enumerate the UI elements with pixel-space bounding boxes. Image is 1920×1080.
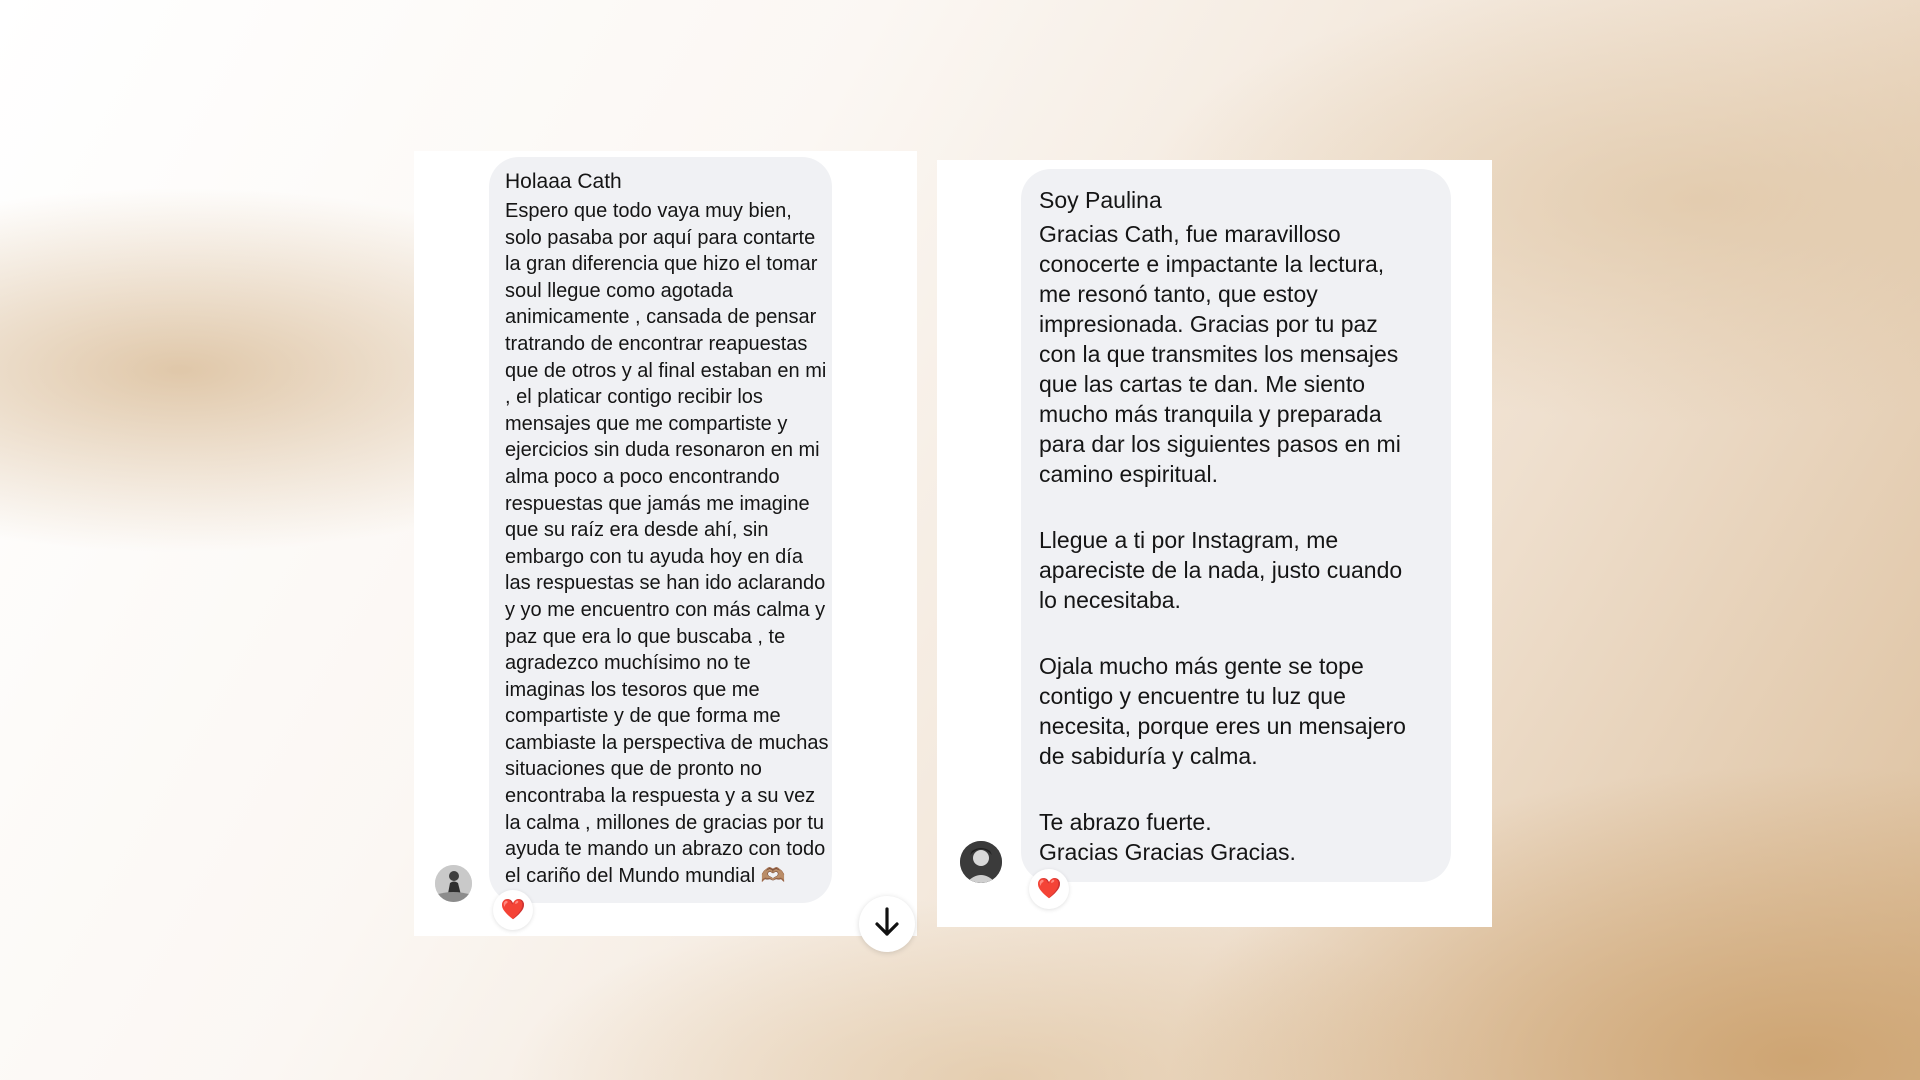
profile-photo-icon	[960, 841, 1002, 883]
profile-photo-icon	[435, 865, 472, 902]
message-paragraph: Llegue a ti por Instagram, me apareciste de la nada, justo cuando lo necesitaba.	[1039, 527, 1403, 613]
message-bubble[interactable]	[1021, 169, 1451, 882]
chat-screenshot-right	[937, 160, 1492, 927]
message-text: Espero que todo vaya muy bien, solo pasaba por aquí para contarte la gran diferencia que hizo el tomar soul llegue como agotada animicamente , cansada de pensar tratrando de encontrar reapuestas que de otros y al final estaban en mi , el platicar contigo recibir los mensajes que me compartiste y ejercicios sin duda resonaron en mi alma poco a poco encontrando respuestas que jamás me imagine que su raíz era desde ahí, sin embargo con tu ayuda hoy en día las respuestas se han ido aclarando y yo me encuentro con más calma y paz que era lo que buscaba , te agradezco muchísimo no te imaginas los tesoros que me compartiste y de que forma me cambiaste la perspectiva de muchas situaciones que de pronto no encontraba la respuesta y a su vez la calma , millones de gracias por tu ayuda te mando un abrazo con todo el cariño del Mundo mundial 🫶🏽	[505, 200, 829, 887]
heart-icon: ❤️	[1036, 878, 1062, 900]
heart-reaction[interactable]	[1029, 869, 1069, 909]
sender-name: Soy Paulina	[1039, 187, 1162, 213]
sender-name: Holaaa Cath	[505, 170, 622, 193]
avatar[interactable]	[435, 865, 472, 902]
avatar[interactable]	[960, 841, 1002, 883]
message-paragraph: Te abrazo fuerte. Gracias Gracias Gracias.	[1039, 809, 1296, 865]
message-paragraph: Ojala mucho más gente se tope contigo y encuentre tu luz que necesita, porque eres un mensajero de sabiduría y calma.	[1039, 653, 1406, 769]
arrow-down-icon	[873, 906, 901, 938]
message-paragraph: Gracias Cath, fue maravilloso conocerte e impactante la lectura, me resonó tanto, que estoy impresionada. Gracias por tu paz con la que transmites los mensajes que las cartas te dan. Me siento mucho más tranquila y preparada para dar los siguientes pasos en mi camino espiritual.	[1039, 221, 1401, 487]
message-bubble[interactable]	[489, 157, 832, 903]
scroll-down-button[interactable]	[859, 896, 915, 952]
chat-screenshot-left	[414, 151, 917, 936]
heart-reaction[interactable]	[493, 890, 533, 930]
heart-icon: ❤️	[500, 899, 526, 921]
